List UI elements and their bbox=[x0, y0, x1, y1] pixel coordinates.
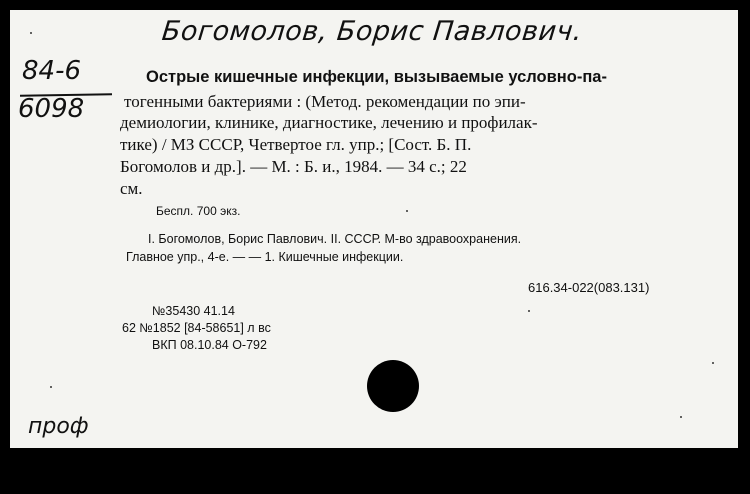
title-line-2: тогенными бактериями : (Метод. рекомендации по эпи- bbox=[124, 92, 526, 111]
handwritten-author: Богомолов, Борис Павлович. bbox=[160, 16, 584, 47]
speck bbox=[528, 310, 530, 312]
punch-hole bbox=[367, 360, 419, 412]
speck bbox=[712, 362, 714, 364]
title-line-3: демиологии, клинике, диагностике, лечению и профилак- bbox=[120, 113, 538, 132]
tracing-line-1: I. Богомолов, Борис Павлович. II. СССР. М-во здравоохранения. bbox=[148, 232, 522, 246]
title-line-6: см. bbox=[120, 179, 143, 198]
speck bbox=[50, 386, 52, 388]
registry-line-2: 62 №1852 [84-58651] л вс bbox=[122, 321, 271, 335]
tracing-line-2: Главное упр., 4-е. — — 1. Кишечные инфекции. bbox=[126, 250, 404, 264]
speck bbox=[680, 416, 682, 418]
speck bbox=[30, 32, 32, 34]
shelf-code-top: 84-6 bbox=[22, 56, 82, 86]
registry-line-1: №35430 41.14 bbox=[152, 304, 235, 318]
circulation: Беспл. 700 экз. bbox=[156, 204, 241, 218]
registry-line-3: ВКП 08.10.84 О-792 bbox=[152, 338, 267, 352]
title-line-5: Богомолов и др.]. — М. : Б. и., 1984. — 34 с.; 22 bbox=[120, 157, 467, 176]
catalog-card bbox=[10, 10, 738, 448]
handwritten-note: проф bbox=[28, 414, 89, 439]
classification: 616.34-022(083.131) bbox=[528, 280, 650, 295]
shelf-code-bottom: 6098 bbox=[18, 94, 85, 124]
speck bbox=[406, 210, 408, 212]
title-line-4: тике) / МЗ СССР, Четвертое гл. упр.; [Сост. Б. П. bbox=[120, 135, 472, 154]
title-line-1: Острые кишечные инфекции, вызываемые условно-па- bbox=[146, 68, 607, 86]
